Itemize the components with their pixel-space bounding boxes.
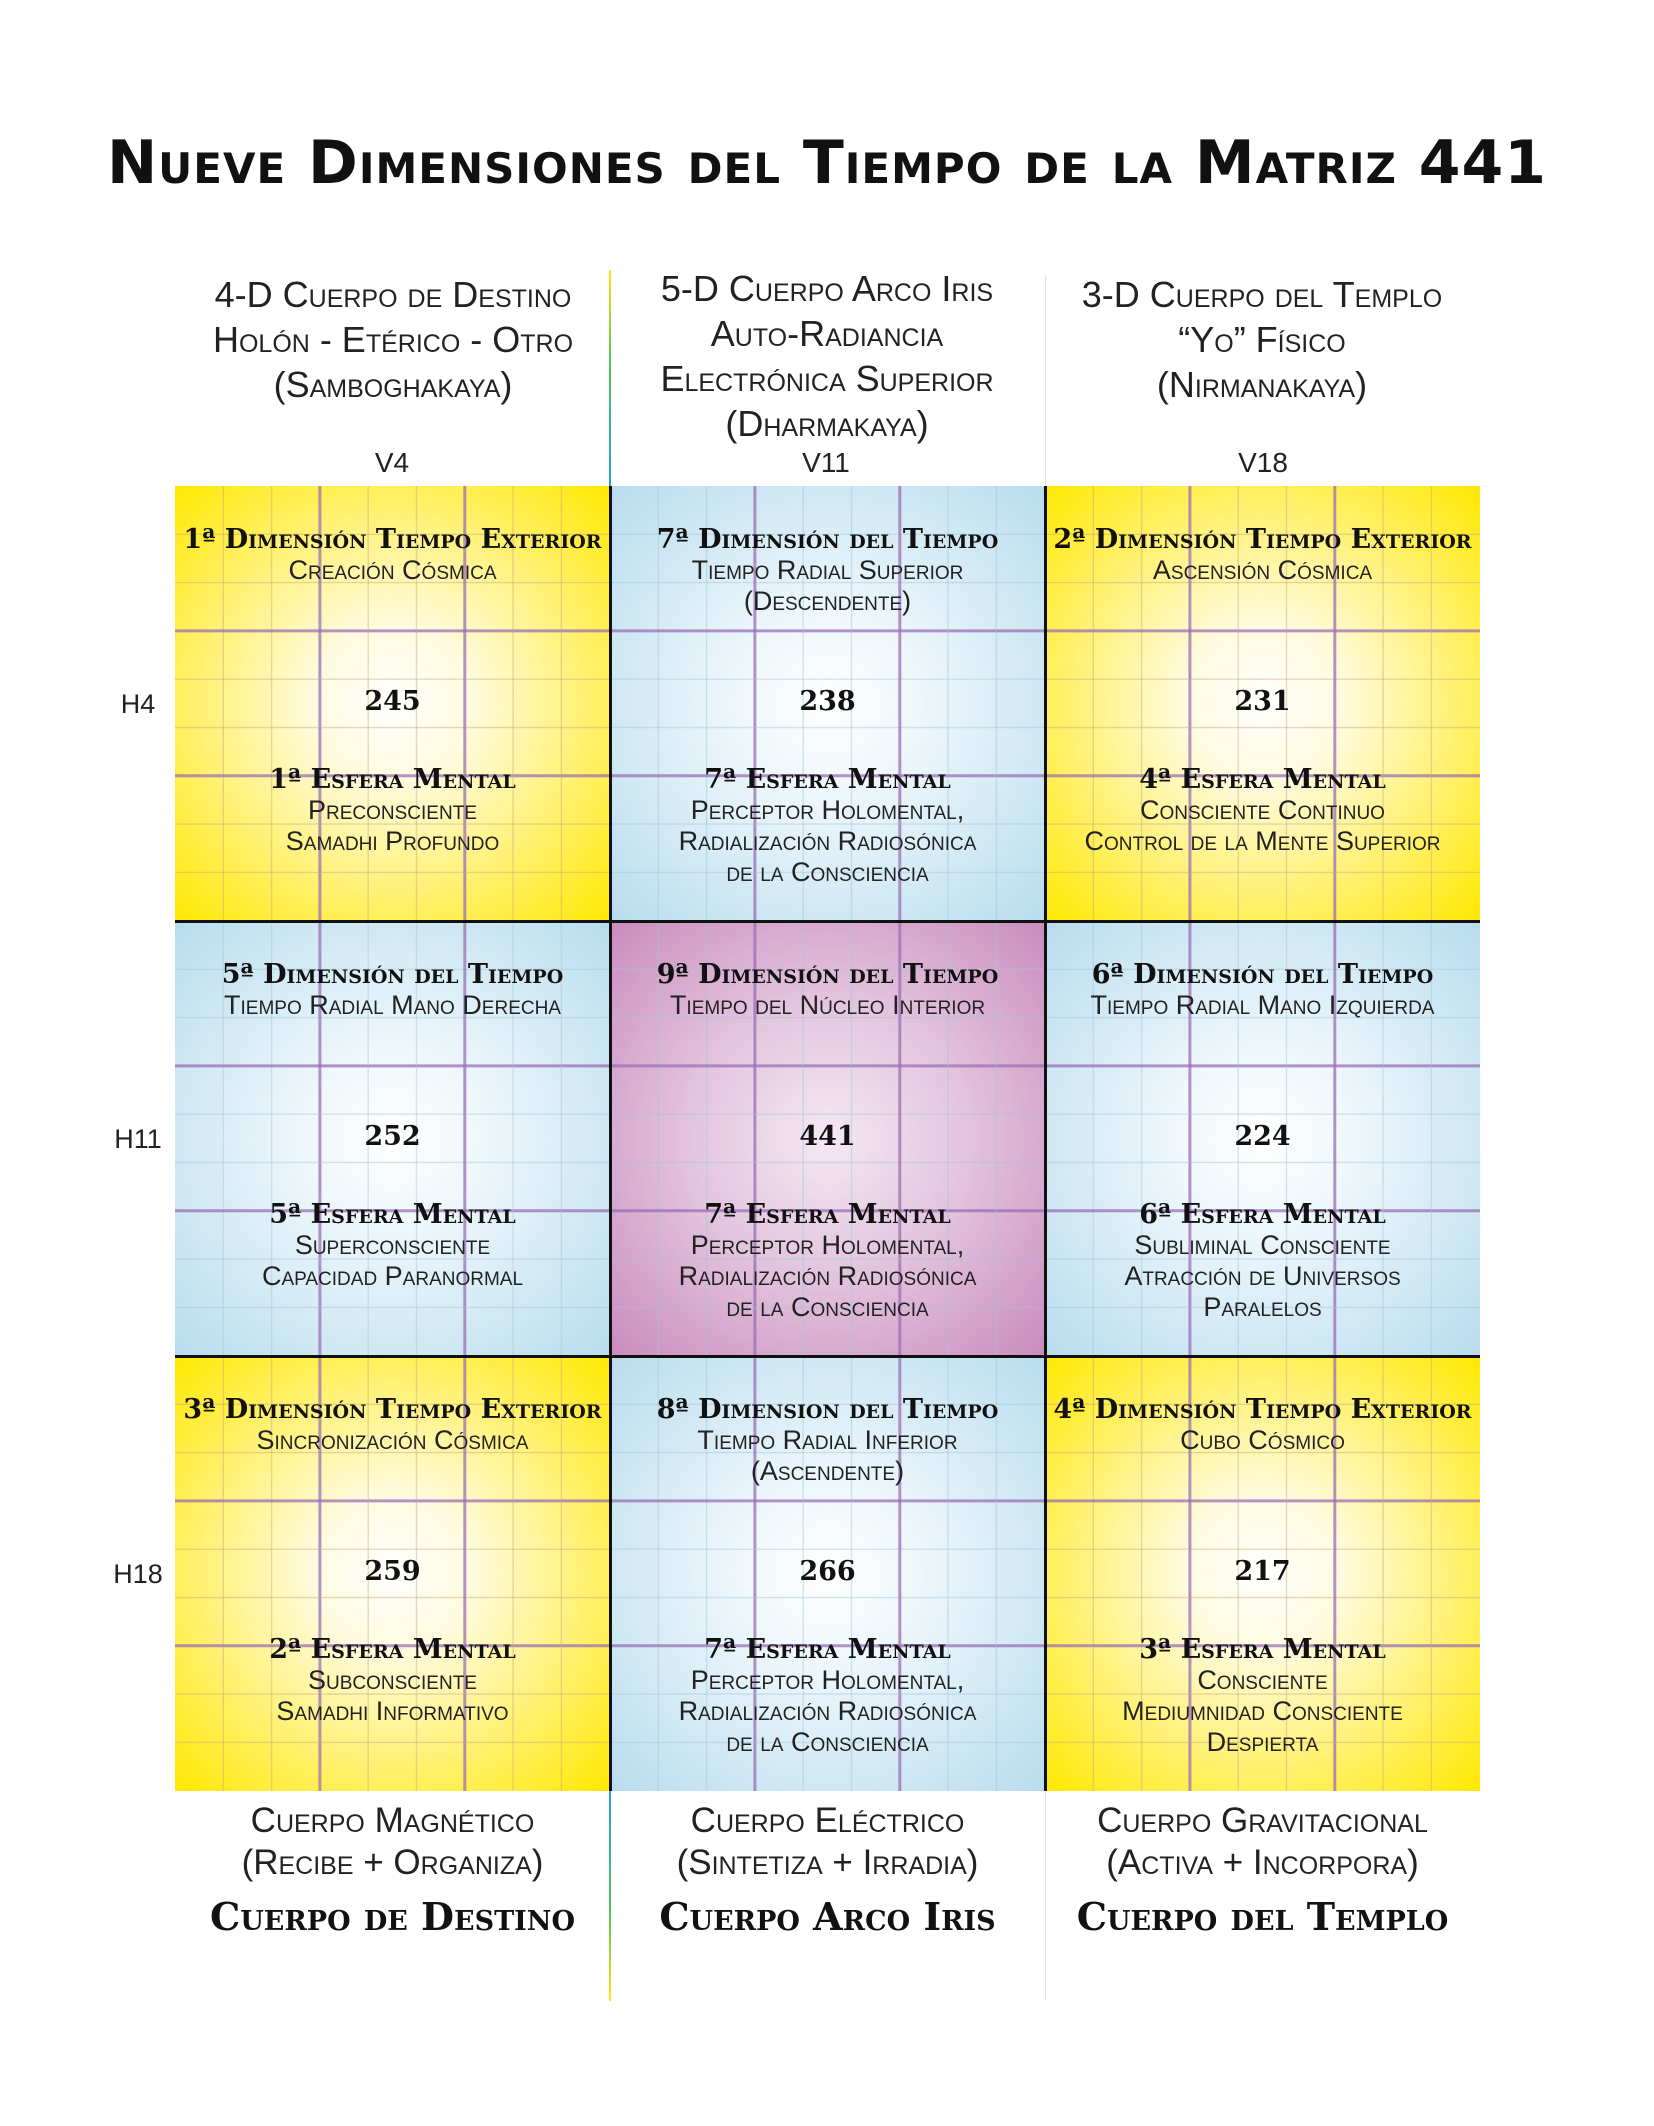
sphere-title: 7ª Esfera Mental [704,764,951,795]
footer-line: (Recibe + Organiza) [241,1843,544,1882]
sphere-subtitle: Capacidad Paranormal [261,1261,524,1291]
dimension-subtitle: Sincronización Cósmica [256,1425,529,1455]
dimension-subtitle: (Descendente) [743,586,912,616]
dimension-title: 7ª Dimensión del Tiempo [656,524,999,555]
row-label-h4: H4 [120,689,156,719]
cell-number: 231 [1234,686,1291,717]
cell-number: 252 [364,1121,421,1152]
column-header-destino [178,272,608,407]
dimension-title: 1ª Dimensión Tiempo Exterior [183,524,602,555]
sphere-subtitle: Radialización Radiosónica [678,826,977,856]
sphere-title: 3ª Esfera Mental [1139,1634,1386,1665]
dimension-block [175,524,610,586]
sphere-block [610,764,1045,888]
sphere-subtitle: Paralelos [1203,1292,1322,1322]
footer-arco-iris [610,1800,1045,1939]
column-header-line: (Dharmakaya) [725,403,929,444]
rainbow-divider-left-top [609,270,611,486]
sphere-title: 5ª Esfera Mental [269,1199,516,1230]
sphere-block [175,1199,610,1292]
sphere-subtitle: de la Consciencia [726,1292,929,1322]
sphere-title: 1ª Esfera Mental [269,764,516,795]
footer-line: Cuerpo Gravitacional [1097,1801,1428,1840]
sphere-subtitle: Superconsciente [294,1230,491,1260]
dimension-subtitle: Tiempo Radial Mano Derecha [224,990,561,1020]
sphere-block [175,1634,610,1727]
cell-number: 259 [364,1556,421,1587]
sphere-block [1045,764,1480,857]
sphere-subtitle: Consciente Continuo [1140,795,1385,825]
sphere-subtitle: Perceptor Holomental, [690,795,965,825]
sphere-subtitle: Radialización Radiosónica [678,1261,977,1291]
sphere-title: 4ª Esfera Mental [1139,764,1386,795]
footer-line: Cuerpo Magnético [250,1801,535,1840]
dimension-subtitle: Tiempo del Núcleo Interior [669,990,986,1020]
dimension-subtitle: (Ascendente) [750,1456,905,1486]
dimension-subtitle: Tiempo Radial Inferior [697,1425,958,1455]
footer-body-name: Cuerpo del Templo [1076,1894,1449,1939]
column-header-line: (Nirmanakaya) [1156,364,1368,405]
sphere-subtitle: Mediumnidad Consciente [1122,1696,1403,1726]
column-header-line: Electrónica Superior [660,358,994,399]
dimension-block [175,959,610,1021]
sphere-subtitle: de la Consciencia [726,1727,929,1757]
dimension-subtitle: Ascensión Cósmica [1152,555,1373,585]
column-label-v18: V18 [1238,447,1288,478]
cell-number: 245 [364,686,421,717]
column-header-arco-iris [612,266,1042,446]
footer-destino [175,1800,610,1939]
sphere-title: 7ª Esfera Mental [704,1634,951,1665]
footer-templo [1045,1800,1480,1939]
dimension-block [1045,1394,1480,1456]
sphere-title: 2ª Esfera Mental [269,1634,516,1665]
grid-line-horizontal [175,1355,1480,1358]
column-header-line: 3-D Cuerpo del Templo [1081,274,1443,315]
sphere-title: 6ª Esfera Mental [1139,1199,1386,1230]
cell-number: 238 [799,686,856,717]
dimension-block [1045,524,1480,586]
grid-cell-dim-8 [610,1356,1045,1791]
column-header-line: 4-D Cuerpo de Destino [214,274,572,315]
sphere-subtitle: Radialización Radiosónica [678,1696,977,1726]
grid-cell-dim-5 [175,921,610,1356]
sphere-block [1045,1634,1480,1758]
grid-cell-dim-4 [1045,1356,1480,1791]
cell-number: 217 [1234,1556,1291,1587]
dimension-subtitle: Cubo Cósmico [1180,1425,1345,1455]
cell-number: 266 [799,1556,856,1587]
sphere-subtitle: Control de la Mente Superior [1084,826,1441,856]
sphere-subtitle: Atracción de Universos [1124,1261,1401,1291]
sphere-subtitle: de la Consciencia [726,857,929,887]
sphere-subtitle: Preconsciente [308,795,477,825]
dimension-subtitle: Creación Cósmica [288,555,497,585]
footer-line: (Sintetiza + Irradia) [676,1843,979,1882]
sphere-block [175,764,610,857]
footer-line: Cuerpo Eléctrico [690,1801,965,1840]
sphere-block [1045,1199,1480,1323]
dimension-title: 9ª Dimensión del Tiempo [656,959,999,990]
sphere-subtitle: Subliminal Consciente [1134,1230,1391,1260]
column-header-line: Holón - Etérico - Otro [212,319,574,360]
sphere-subtitle: Samadhi Profundo [285,826,500,856]
grid-line-horizontal [175,920,1480,923]
footer-body-name: Cuerpo Arco Iris [659,1894,996,1939]
dimension-title: 8ª Dimension del Tiempo [656,1394,999,1425]
dimension-subtitle: Tiempo Radial Superior [691,555,964,585]
dimension-block [175,1394,610,1456]
matrix-grid [175,486,1480,1791]
faint-divider-right-top [1045,275,1046,486]
sphere-title: 7ª Esfera Mental [704,1199,951,1230]
row-label-h18: H18 [113,1559,163,1589]
cell-number: 441 [799,1121,856,1152]
grid-line-vertical [1044,486,1047,1791]
grid-cell-dim-9-center [610,921,1045,1356]
grid-cell-dim-7-top [610,486,1045,921]
grid-cell-dim-3 [175,1356,610,1791]
dimension-subtitle: Tiempo Radial Mano Izquierda [1090,990,1435,1020]
dimension-title: 5ª Dimensión del Tiempo [221,959,564,990]
footer-body-name: Cuerpo de Destino [209,1894,576,1939]
dimension-block [610,524,1045,617]
page-title: Nueve Dimensiones del Tiempo de la Matriz 441 [106,128,1548,198]
cell-number: 224 [1234,1121,1291,1152]
sphere-subtitle: Subconsciente [308,1665,477,1695]
column-header-templo [1047,272,1477,407]
column-label-v11: V11 [802,447,850,478]
column-header-line: Auto-Radiancia [710,313,944,354]
sphere-subtitle: Perceptor Holomental, [690,1665,965,1695]
sphere-subtitle: Perceptor Holomental, [690,1230,965,1260]
column-header-line: 5-D Cuerpo Arco Iris [660,268,994,309]
footer-line: (Activa + Incorpora) [1106,1843,1419,1882]
sphere-block [610,1634,1045,1758]
dimension-title: 6ª Dimensión del Tiempo [1091,959,1434,990]
sphere-block [610,1199,1045,1323]
sphere-subtitle: Despierta [1206,1727,1319,1757]
grid-cell-dim-1 [175,486,610,921]
sphere-subtitle: Samadhi Informativo [276,1696,509,1726]
dimension-block [610,959,1045,1021]
dimension-title: 4ª Dimensión Tiempo Exterior [1053,1394,1472,1425]
grid-cell-dim-6 [1045,921,1480,1356]
sphere-subtitle: Consciente [1197,1665,1328,1695]
dimension-title: 3ª Dimensión Tiempo Exterior [183,1394,602,1425]
dimension-block [1045,959,1480,1021]
column-label-v4: V4 [374,447,410,478]
dimension-block [610,1394,1045,1487]
column-header-line: (Samboghakaya) [273,364,513,405]
column-header-line: “Yo” Físico [1178,319,1346,360]
grid-line-vertical [609,486,612,1791]
dimension-title: 2ª Dimensión Tiempo Exterior [1053,524,1472,555]
row-label-h11: H11 [114,1124,162,1154]
grid-cell-dim-2 [1045,486,1480,921]
